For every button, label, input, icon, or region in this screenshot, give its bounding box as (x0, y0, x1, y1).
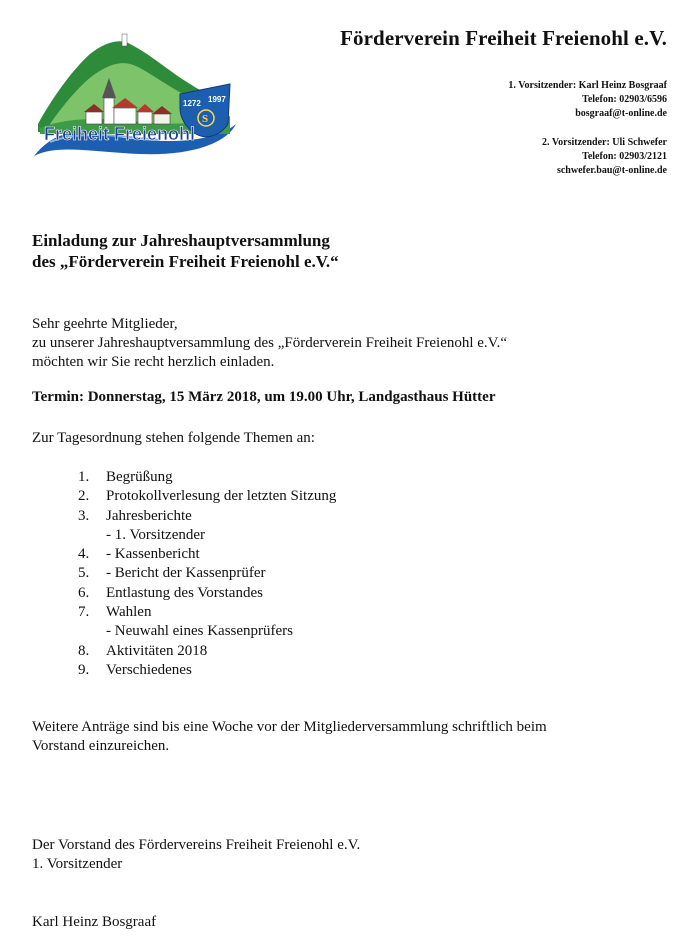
agenda-item (78, 642, 336, 661)
svg-text:S: S (202, 113, 209, 125)
agenda-text: Begrüßung (106, 469, 173, 485)
svg-text:1272: 1272 (183, 99, 201, 108)
signature-block (32, 836, 360, 874)
agenda-item (78, 564, 336, 583)
agenda-subitem (78, 622, 336, 641)
agenda-number: 7. (78, 604, 90, 621)
agenda-text: Jahresberichte (106, 507, 192, 524)
contact-email: schwefer.bau@t-online.de (556, 165, 667, 176)
agenda-number: 5. (78, 565, 90, 582)
agenda-number: 6. (78, 584, 90, 601)
agenda-number (78, 526, 106, 545)
agenda-item (78, 661, 336, 680)
agenda-text: - 1. Vorsitzender (106, 526, 206, 543)
agenda-intro-line: Zur Tagesordnung stehen folgende Themen an: (32, 430, 315, 446)
agenda-text: Aktivitäten 2018 (106, 642, 208, 659)
contact-phone: Telefon: 02903/2121 (582, 151, 667, 162)
greeting-paragraph (32, 315, 507, 372)
agenda-number: 9. (78, 661, 90, 678)
greeting-line: Sehr geehrte Mitglieder, (32, 316, 178, 332)
closing-note-line-1: Weitere Anträge sind bis eine Woche vor der Mitgliederversammlung schriftlich beim (32, 719, 547, 735)
club-logo (30, 32, 242, 162)
agenda-number: 1. (78, 469, 90, 485)
svg-text:1997: 1997 (208, 95, 226, 104)
signature-line-2: 1. Vorsitzender (32, 856, 123, 872)
contacts-block (508, 79, 667, 193)
contact-role-name: 2. Vorsitzender: Uli Schwefer (542, 137, 667, 148)
meeting-date: Termin: Donnerstag, 15 März 2018, um 19.00 Uhr, Landgasthaus Hütter (32, 389, 496, 405)
agenda-intro (32, 429, 315, 448)
invitation-title (32, 230, 339, 272)
closing-note-line-2: Vorstand einzureichen. (32, 738, 170, 754)
agenda-text: - Neuwahl eines Kassenprüfers (106, 623, 294, 640)
agenda-item (78, 584, 336, 603)
contact-role-name: 1. Vorsitzender: Karl Heinz Bosgraaf (508, 80, 667, 91)
contact-phone: Telefon: 02903/6596 (582, 94, 667, 105)
closing-note (32, 718, 547, 756)
agenda-number (78, 622, 106, 641)
signer-name-line: Karl Heinz Bosgraaf (32, 914, 157, 930)
invitation-title-line-1: Einladung zur Jahreshauptversammlung (32, 231, 330, 250)
signer-name (32, 913, 156, 932)
intro-line-2: möchten wir Sie recht herzlich einladen. (32, 354, 275, 370)
intro-line-1: zu unserer Jahreshauptversammlung des „Förderverein Freiheit Freienohl e.V.“ (32, 335, 507, 351)
agenda-list (78, 468, 336, 680)
agenda-text: Entlastung des Vorstandes (106, 584, 263, 601)
agenda-number: 4. (78, 546, 90, 563)
agenda-text: - Bericht der Kassenprüfer (106, 565, 266, 582)
agenda-number: 3. (78, 507, 90, 524)
agenda-item (78, 545, 336, 564)
contact-chair-1 (508, 79, 667, 121)
invitation-title-line-2: des „Förderverein Freiheit Freienohl e.V.“ (32, 252, 339, 271)
agenda-text: Protokollverlesung der letzten Sitzung (106, 488, 337, 505)
agenda-subitem (78, 526, 336, 545)
signature-line-1: Der Vorstand des Fördervereins Freiheit Freienohl e.V. (32, 837, 361, 853)
agenda-number: 2. (78, 488, 90, 505)
agenda-item (78, 507, 336, 526)
agenda-item (78, 603, 336, 622)
contact-chair-2 (508, 136, 667, 178)
agenda-item (78, 468, 336, 487)
logo-wordmark: Freiheit Freienohl (44, 124, 196, 144)
agenda-text: - Kassenbericht (106, 546, 200, 563)
contact-email: bosgraaf@t-online.de (575, 108, 667, 119)
agenda-text: Wahlen (106, 604, 152, 621)
agenda-number: 8. (78, 642, 90, 659)
org-title: Förderverein Freiheit Freienohl e.V. (340, 26, 667, 50)
agenda-item (78, 487, 336, 506)
agenda-text: Verschiedenes (106, 661, 192, 678)
